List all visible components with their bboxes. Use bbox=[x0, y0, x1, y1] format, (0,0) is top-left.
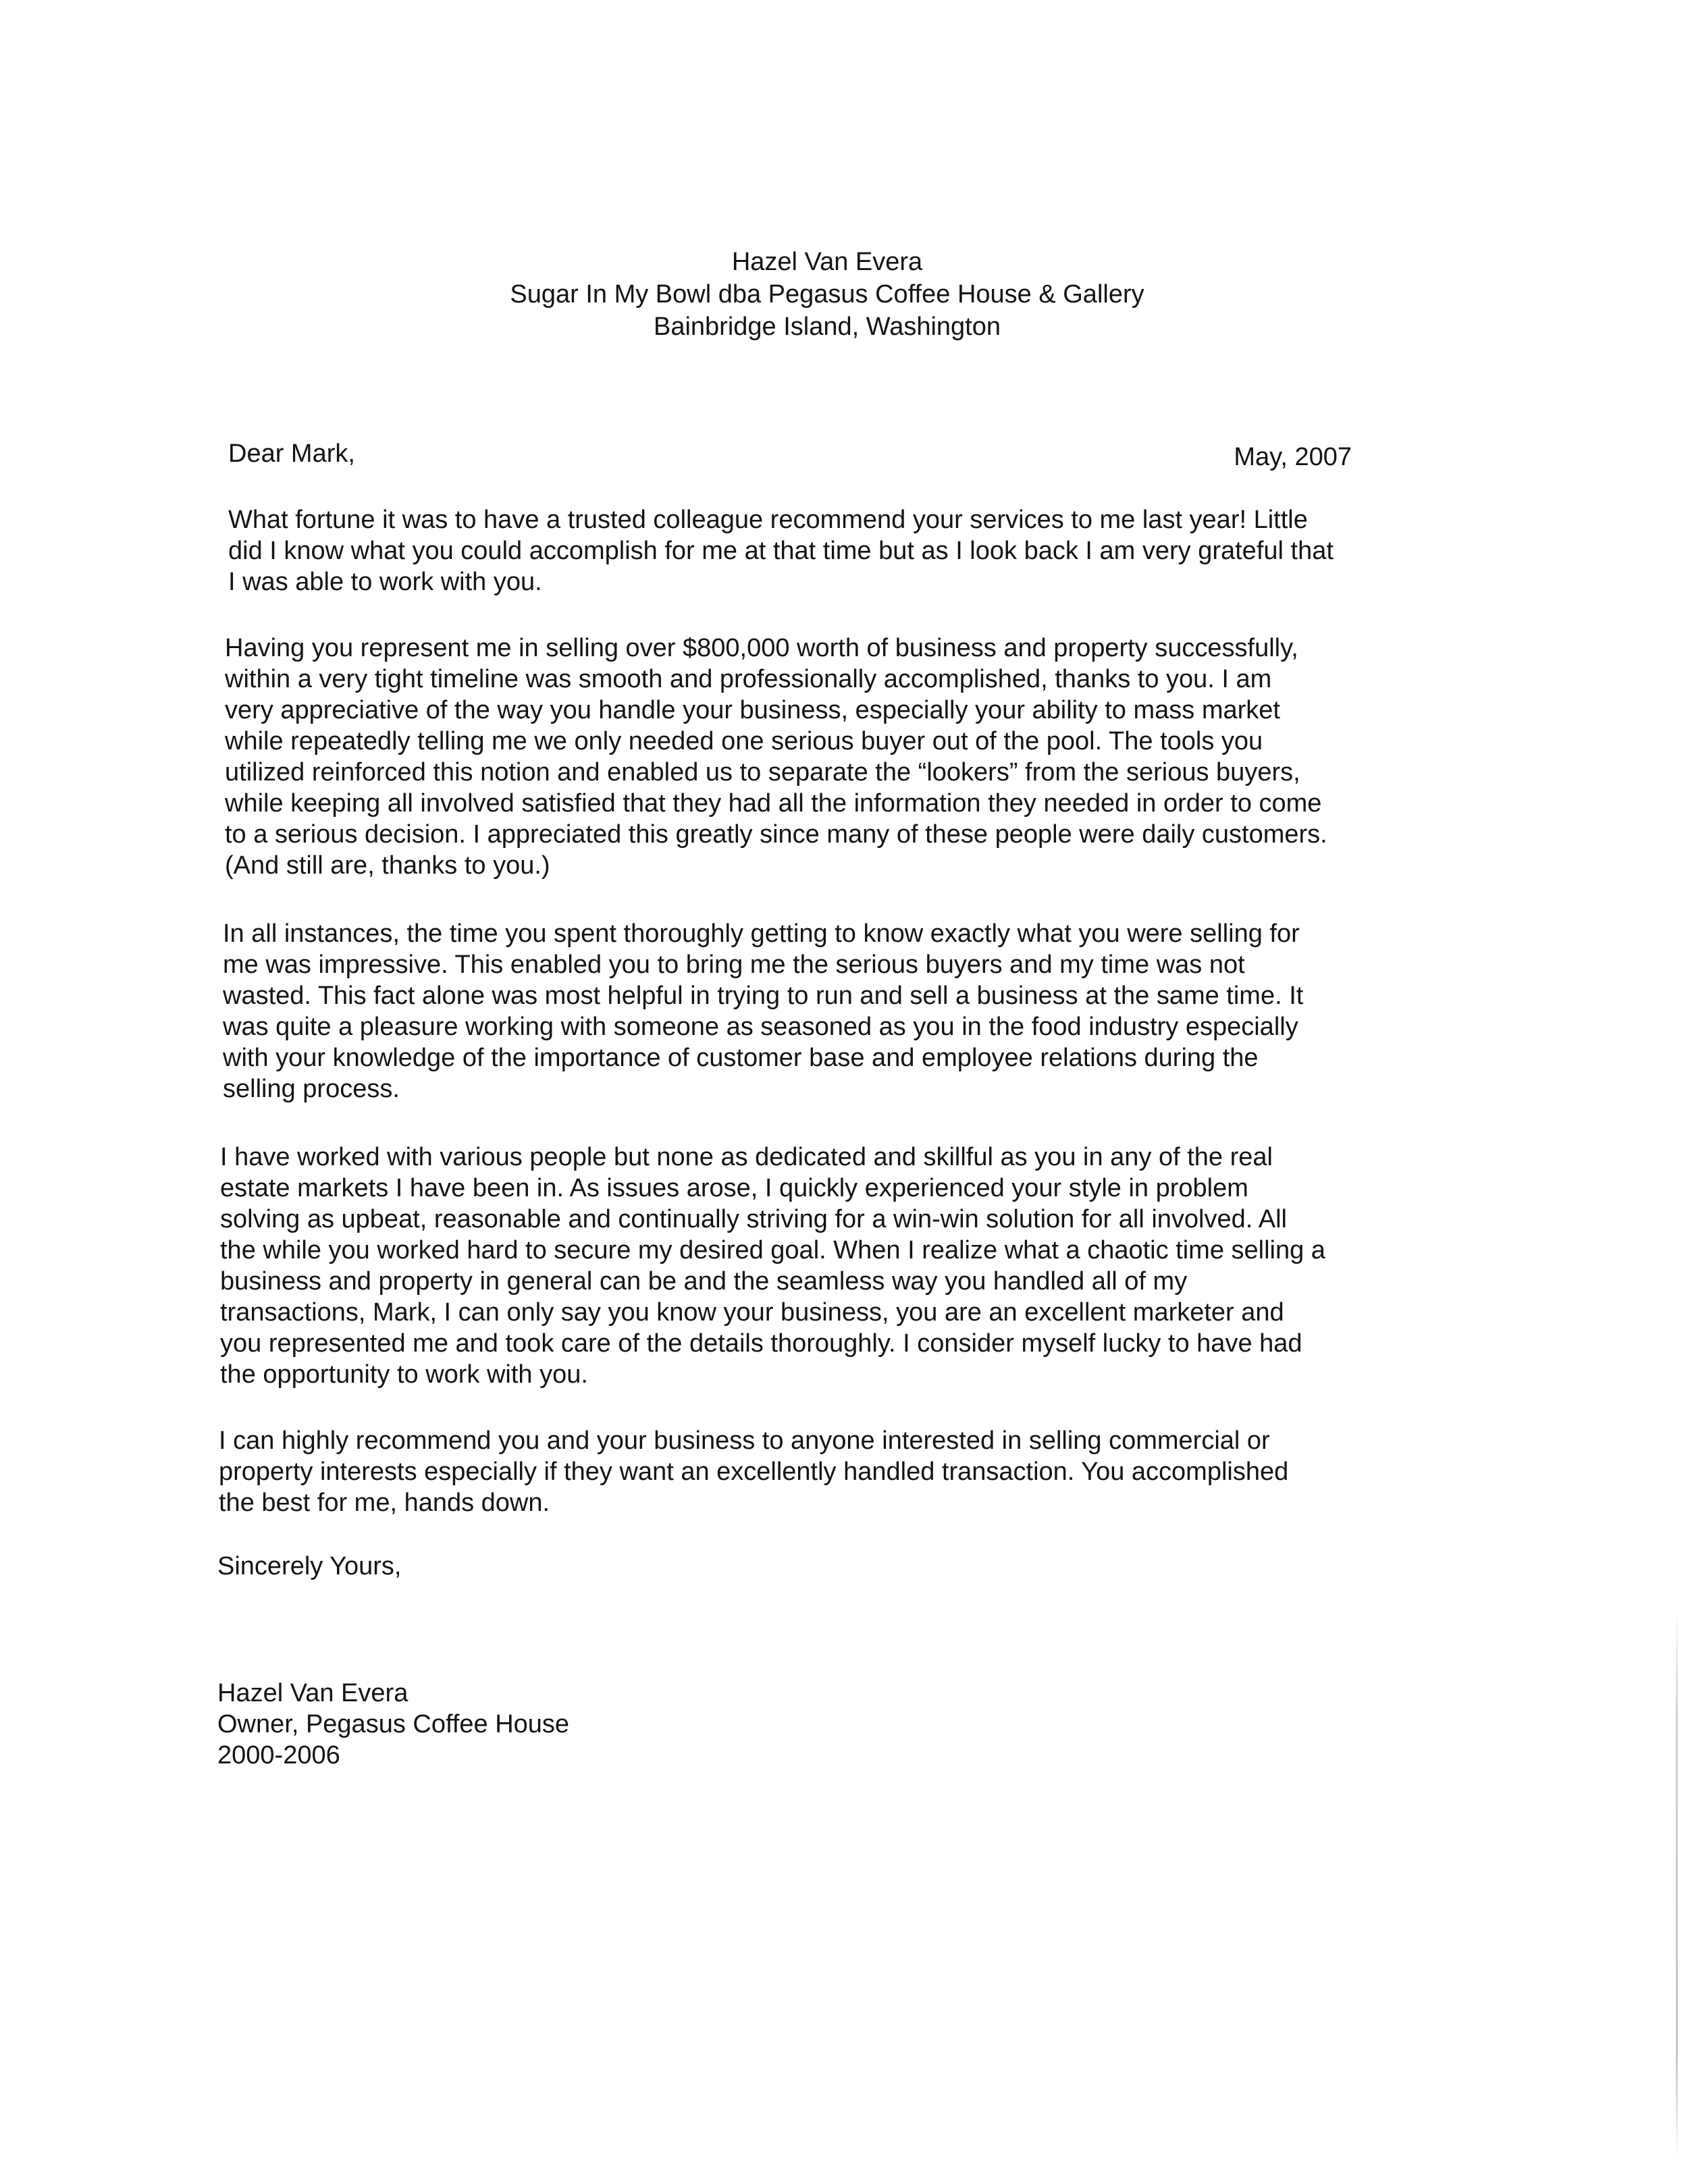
paragraph-line: selling process. bbox=[223, 1075, 400, 1103]
letterhead-business: Sugar In My Bowl dba Pegasus Coffee House & Gallery bbox=[510, 280, 1144, 309]
paragraph-line: transactions, Mark, I can only say you know your business, you are an excellent marketer and bbox=[220, 1298, 1284, 1327]
letterhead-name: Hazel Van Evera bbox=[731, 248, 923, 276]
paragraph-line: Having you represent me in selling over $800,000 worth of business and property successfully, bbox=[225, 634, 1298, 662]
paragraph-line: estate markets I have been in. As issues arose, I quickly experienced your style in problem bbox=[220, 1174, 1248, 1202]
paragraph-line: utilized reinforced this notion and enabled us to separate the “lookers” from the serious buyers, bbox=[225, 758, 1300, 787]
paragraph-line: (And still are, thanks to you.) bbox=[225, 851, 550, 880]
salutation: Dear Mark, bbox=[228, 440, 355, 468]
paragraph-line: the while you worked hard to secure my desired goal. When I realize what a chaotic time selling a bbox=[220, 1236, 1325, 1264]
letterhead-location: Bainbridge Island, Washington bbox=[653, 313, 1001, 341]
paragraph-line: with your knowledge of the importance of customer base and employee relations during the bbox=[223, 1044, 1259, 1072]
paragraph-line: What fortune it was to have a trusted colleague recommend your services to me last year! Little bbox=[228, 506, 1308, 534]
paragraph-line: In all instances, the time you spent thoroughly getting to know exactly what you were selling for bbox=[223, 920, 1300, 948]
paragraph-line: you represented me and took care of the details thoroughly. I consider myself lucky to have had bbox=[220, 1329, 1302, 1358]
paragraph-line: did I know what you could accomplish for me at that time but as I look back I am very grateful that bbox=[228, 537, 1334, 565]
signature-name: Hazel Van Evera bbox=[217, 1679, 408, 1707]
paragraph-line: I was able to work with you. bbox=[228, 568, 542, 596]
closing: Sincerely Yours, bbox=[217, 1552, 402, 1580]
paragraph-line: wasted. This fact alone was most helpful in trying to run and sell a business at the same time. It bbox=[223, 982, 1304, 1010]
paragraph-line: I have worked with various people but none as dedicated and skillful as you in any of the real bbox=[220, 1143, 1273, 1171]
paragraph-line: the opportunity to work with you. bbox=[220, 1360, 588, 1389]
paragraph-line: business and property in general can be and the seamless way you handled all of my bbox=[220, 1267, 1188, 1296]
paragraph-line: while repeatedly telling me we only needed one serious buyer out of the pool. The tools you bbox=[225, 727, 1263, 755]
scan-edge-shadow bbox=[1676, 1607, 1678, 2160]
paragraph-line: me was impressive. This enabled you to bring me the serious buyers and my time was not bbox=[223, 951, 1245, 979]
paragraph-line: was quite a pleasure working with someone as seasoned as you in the food industry especially bbox=[223, 1013, 1298, 1041]
paragraph-line: within a very tight timeline was smooth and professionally accomplished, thanks to you. I am bbox=[225, 665, 1272, 693]
signature-years: 2000-2006 bbox=[217, 1741, 340, 1769]
paragraph-line: to a serious decision. I appreciated this greatly since many of these people were daily customers. bbox=[225, 820, 1327, 849]
letter-date: May, 2007 bbox=[1234, 443, 1352, 471]
paragraph-line: solving as upbeat, reasonable and continually striving for a win-win solution for all involved. All bbox=[220, 1205, 1287, 1233]
paragraph-line: very appreciative of the way you handle your business, especially your ability to mass market bbox=[225, 696, 1280, 724]
signature-title: Owner, Pegasus Coffee House bbox=[217, 1710, 570, 1738]
paragraph-line: while keeping all involved satisfied that they had all the information they needed in order to come bbox=[225, 789, 1322, 818]
paragraph-line: property interests especially if they want an excellently handled transaction. You accomplished bbox=[219, 1458, 1289, 1486]
paragraph-line: I can highly recommend you and your business to anyone interested in selling commercial or bbox=[219, 1427, 1270, 1455]
paragraph-line: the best for me, hands down. bbox=[219, 1489, 550, 1517]
